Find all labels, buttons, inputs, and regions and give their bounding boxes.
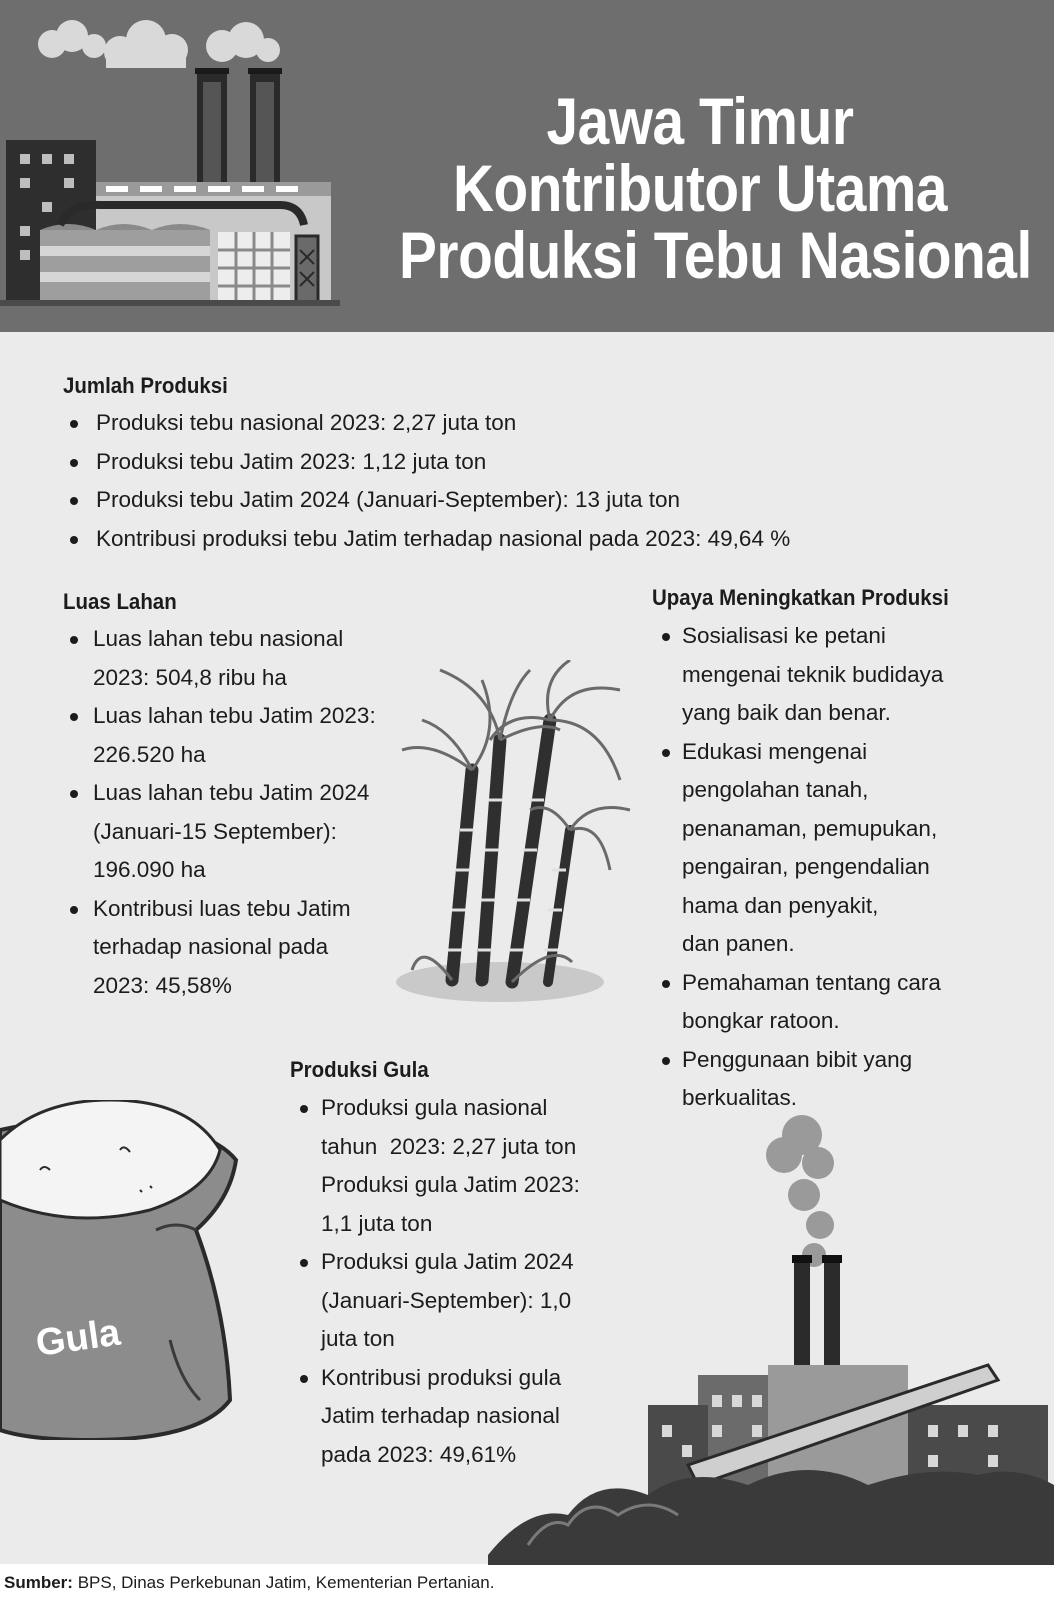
- sugar-sack-icon: [0, 1100, 260, 1440]
- bullet-text: Produksi gula nasional tahun 2023: 2,27 juta ton: [321, 1095, 577, 1159]
- jumlah-produksi-list: [0, 404, 790, 558]
- sugar-mill-icon: [488, 1115, 1054, 1565]
- bullet-dot-icon: [300, 1259, 308, 1267]
- source-footer: [0, 1566, 1054, 1600]
- bullet-item: [0, 404, 790, 443]
- bullet-text: Edukasi mengenai pengolahan tanah, penanaman, pemupukan, pengairan, pengendalian hama dan penyakit, dan panen.: [682, 738, 938, 956]
- bullet-text: Kontribusi produksi gula Jatim terhadap nasional pada 2023: 49,61%: [321, 1364, 562, 1467]
- bullet-item: [0, 520, 790, 559]
- bullet-text: Kontribusi luas tebu Jatim terhadap nasional pada 2023: 45,58%: [93, 895, 351, 998]
- bullet-dot-icon: [70, 420, 78, 428]
- bullet-text: Produksi gula Jatim 2023: 1,1 juta ton: [321, 1172, 580, 1236]
- sack-label: Gula: [33, 1311, 123, 1365]
- bullet-text: Produksi tebu Jatim 2024 (Januari-September): 13 juta ton: [96, 487, 681, 512]
- bullet-dot-icon: [70, 459, 78, 467]
- sugarcane-icon: [392, 660, 642, 1005]
- bullet-dot-icon: [662, 749, 670, 757]
- bullet-text: Pemahaman tentang cara bongkar ratoon.: [682, 969, 941, 1033]
- bullet-text: Luas lahan tebu nasional 2023: 504,8 ribu ha: [93, 626, 344, 690]
- bullet-text: Produksi gula Jatim 2024 (Januari-September): 1,0 juta ton: [321, 1249, 574, 1351]
- bullet-text: Luas lahan tebu Jatim 2024 (Januari-15 September): 196.090 ha: [93, 780, 370, 882]
- bullet-item: [0, 481, 790, 520]
- bullet-text: Kontribusi produksi tebu Jatim terhadap nasional pada 2023: 49,64 %: [96, 525, 791, 551]
- upaya-heading: Upaya Meningkatkan Produksi: [652, 585, 949, 610]
- page-title: [399, 84, 1032, 292]
- bullet-text: Produksi tebu Jatim 2023: 1,12 juta ton: [96, 448, 487, 474]
- title-line: Jawa Timur: [546, 84, 854, 158]
- bullet-dot-icon: [70, 497, 78, 505]
- source-label: Sumber:: [4, 1573, 73, 1592]
- jumlah-produksi-heading: Jumlah Produksi: [63, 373, 228, 398]
- bullet-item: [0, 443, 790, 482]
- produksi-gula-heading: Produksi Gula: [290, 1057, 429, 1082]
- bullet-text: Sosialisasi ke petani mengenai teknik budidaya yang baik dan benar.: [682, 623, 944, 725]
- bullet-text: Penggunaan bibit yang berkualitas.: [682, 1046, 913, 1110]
- title-line: Kontributor Utama: [452, 151, 948, 225]
- bullet-dot-icon: [662, 980, 670, 988]
- bullet-text: Produksi tebu nasional 2023: 2,27 juta ton: [96, 410, 517, 435]
- bullet-dot-icon: [662, 1057, 670, 1065]
- title-line: Produksi Tebu Nasional: [399, 218, 1032, 292]
- factory-icon: [0, 10, 340, 310]
- bullet-dot-icon: [70, 536, 78, 544]
- luas-lahan-heading: Luas Lahan: [63, 589, 177, 614]
- bullet-text: Luas lahan tebu Jatim 2023: 226.520 ha: [93, 703, 376, 767]
- bullet-dot-icon: [300, 1105, 308, 1113]
- bullet-dot-icon: [662, 633, 670, 641]
- source-text: BPS, Dinas Perkebunan Jatim, Kementerian Pertanian.: [72, 1573, 495, 1592]
- bullet-dot-icon: [300, 1375, 308, 1383]
